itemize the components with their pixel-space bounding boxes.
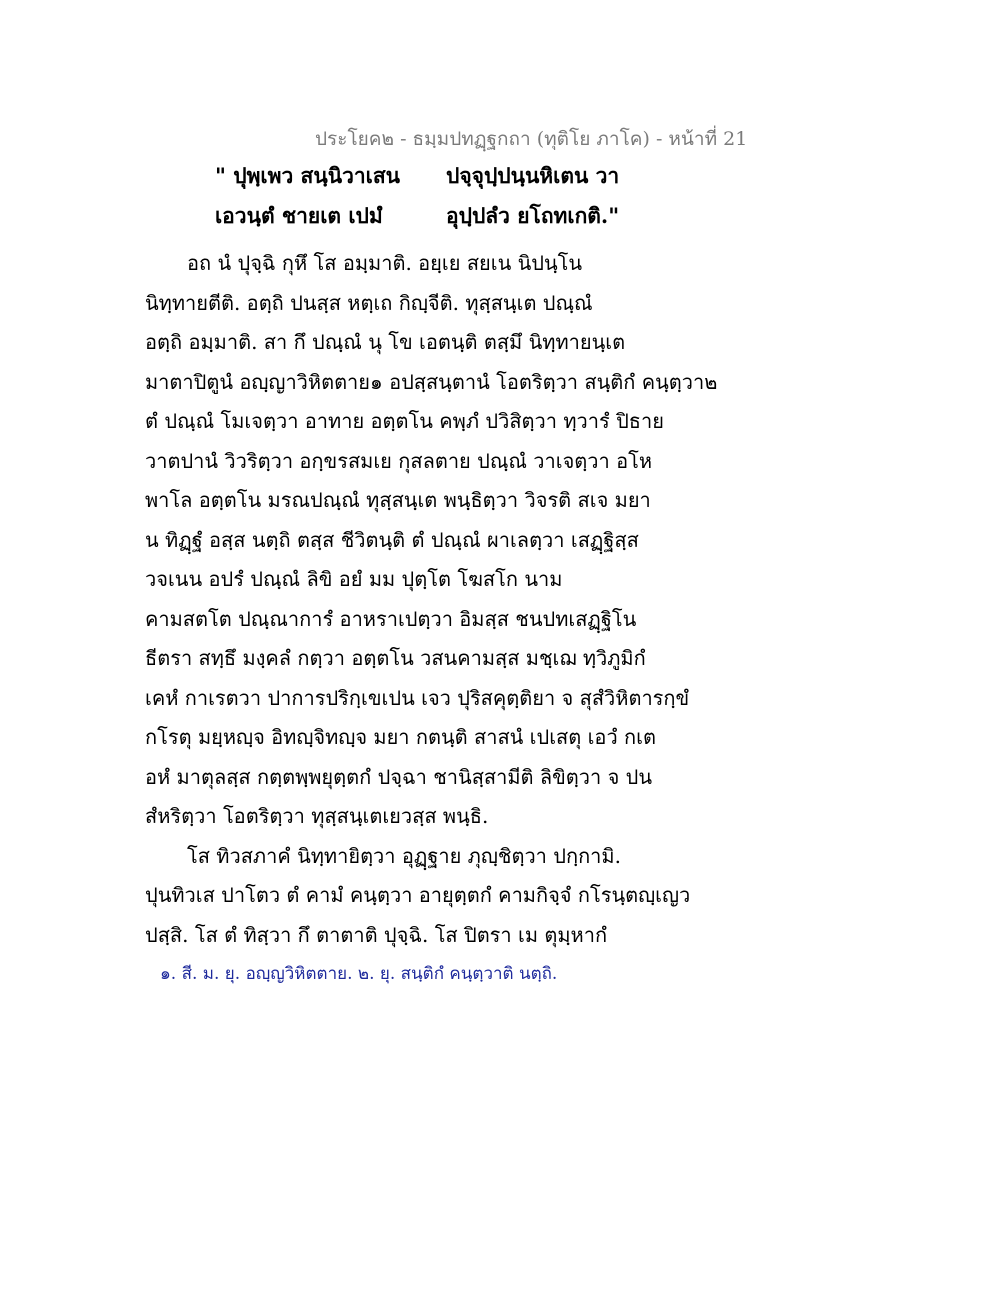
- paragraph2-line: ปสฺสิ. โส ตํ ทิสฺวา กึ ตาตาติ ปุจฺฉิ. โส ปิตรา เม ตุมฺหากํ: [145, 922, 608, 947]
- paragraph1-line: เคหํ กาเรตวา ปาการปริกฺเขเปน เจว ปุริสคุตฺติยา จ สุสํวิหิตารกฺขํ: [145, 685, 690, 710]
- paragraph1-line: พาโล อตฺตโน มรณปณฺณํ ทุสฺสนฺเต พนฺธิตฺวา วิจรติ สเจ มยา: [145, 488, 651, 512]
- paragraph2-line: ปุนทิวเส ปาโตว ตํ คามํ คนฺตฺวา อายุตฺตกํ คามกิจฺจํ กโรนฺตญฺเญว: [145, 883, 691, 907]
- paragraph1-line: อตฺถิ อมฺมาติ. สา กึ ปณฺณํ นุ โข เอตนฺติ ตสฺมึ นิทฺทายนฺเต: [145, 330, 626, 354]
- paragraph2-line: โส ทิวสภาคํ นิทฺทายิตฺวา อุฏฺฐาย ภุญฺชิตฺวา ปกฺกามิ.: [187, 843, 621, 868]
- paragraph1-line: มาตาปิตูนํ อญฺญาวิหิตตาย๑ อปสฺสนฺตานํ โอตริตฺวา สนฺติกํ คนฺตฺวา๒: [145, 369, 718, 394]
- paragraph1-line: วาตปานํ วิวริตฺวา อกฺขรสมเย กุสลตาย ปณฺณํ วาเจตฺวา อโห: [145, 448, 653, 473]
- paragraph1-line: คามสตโต ปณฺณาการํ อาหราเปตฺวา อิมสฺส ชนปทเสฏฺฐิโน: [145, 606, 637, 631]
- body-text: [145, 244, 718, 955]
- paragraph1-line: น ทิฏฺฐํ อสฺส นตฺถิ ตสฺส ชีวิตนฺติ ตํ ปณฺณํ ผาเลตฺวา เสฏฺฐิสฺส: [145, 527, 639, 552]
- page-header: ประโยค๒ - ธมฺมปทฏฺฐกถา (ทุติโย ภาโค) - หน้าที่ 21: [315, 128, 748, 150]
- footnote: ๑. สี. ม. ยุ. อญฺญวิหิตตาย. ๒. ยุ. สนฺติกํ คนฺตฺวาติ นตฺถิ.: [160, 964, 558, 984]
- paragraph1-line: กโรตุ มยฺหญฺจ อิทญฺจิทญฺจ มยา กตนฺติ สาสนํ เปเสตุ เอวํ กเต: [145, 725, 656, 749]
- verse-line-1-left: " ปุพฺเพว สนฺนิวาเสน: [215, 163, 401, 188]
- paragraph1-line: ตํ ปณฺณํ โมเจตฺวา อาทาย อตฺตโน คพฺภํ ปวิสิตฺวา ทฺวารํ ปิธาย: [145, 409, 664, 433]
- verse-line-1-right: ปจฺจุปฺปนฺนหิเตน วา: [446, 163, 620, 188]
- paragraph1-line: อหํ มาตุลสฺส กตฺตพฺพยุตฺตกํ ปจฺฉา ชานิสฺสามีติ ลิขิตฺวา จ ปน: [145, 764, 653, 789]
- paragraph1-line: สํหริตฺวา โอตริตฺวา ทุสฺสนฺเตเยวสฺส พนฺธิ.: [145, 804, 489, 828]
- verse-line-2-right: อุปฺปลํว ยโถทเกติ.": [446, 203, 620, 228]
- verse-line-2-left: เอวนฺตํ ชายเต เปมํ: [215, 203, 383, 228]
- paragraph1-line: วจเนน อปรํ ปณฺณํ ลิขิ อยํ มม ปุตฺโต โฆสโก นาม: [145, 567, 563, 591]
- paragraph1-line: อถ นํ ปุจฺฉิ กุหึ โส อมฺมาติ. อยฺเย สยเน นิปนฺโน: [187, 251, 583, 275]
- paragraph1-line: นิทฺทายตีติ. อตฺถิ ปนสฺส หตฺเถ กิญฺจีติ. ทุสฺสนฺเต ปณฺณํ: [145, 290, 593, 315]
- paragraph1-line: ธีตรา สทฺธึ มงฺคลํ กตฺวา อตฺตโน วสนคามสฺส มชฺเฌ ทฺวิภูมิกํ: [145, 646, 646, 670]
